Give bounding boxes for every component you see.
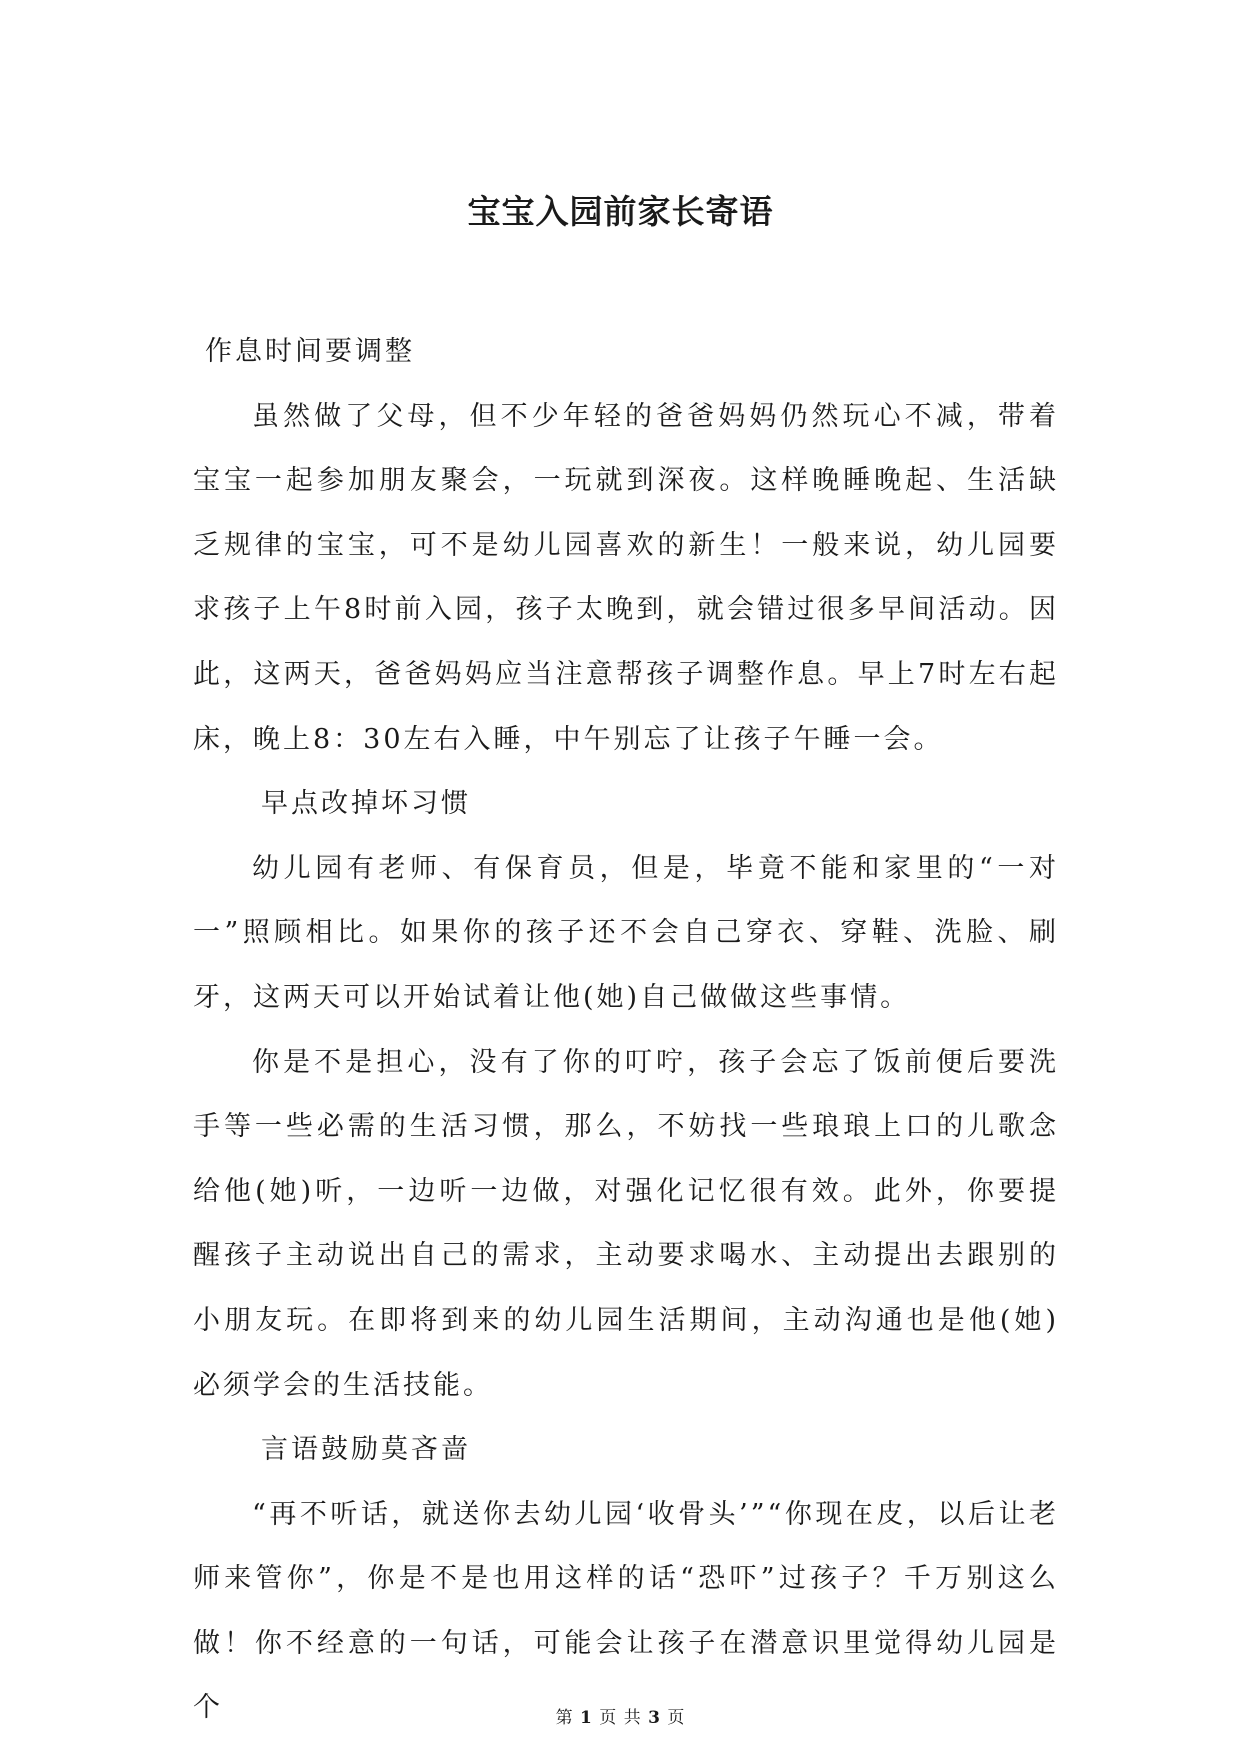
footer-total-pages: 3 bbox=[648, 1708, 661, 1728]
footer-middle: 页 共 bbox=[599, 1708, 642, 1728]
section-heading-schedule: 作息时间要调整 bbox=[205, 336, 415, 367]
paragraph-encouragement: “再不听话，就送你去幼儿园‘收骨头’”“你现在皮，以后让老师来管你”，你是不是也用这样的话“恐吓”过孩子？千万别这么做！你不经意的一句话，可能会让孩子在潜意识里觉得幼儿园是个 bbox=[193, 1498, 1059, 1724]
page-footer bbox=[0, 1706, 1241, 1730]
footer-prefix: 第 bbox=[555, 1708, 574, 1728]
footer-page-number: 1 bbox=[580, 1708, 593, 1728]
section-heading-encouragement: 言语鼓励莫吝啬 bbox=[261, 1434, 471, 1466]
document-body bbox=[193, 320, 1059, 1741]
page-title: 宝宝入园前家长寄语 bbox=[467, 192, 774, 231]
footer-suffix: 页 bbox=[667, 1708, 686, 1728]
section-heading-habits: 早点改掉坏习惯 bbox=[261, 788, 471, 820]
paragraph-self-care: 幼儿园有老师、有保育员，但是，毕竟不能和家里的“一对一”照顾相比。如果你的孩子还不会自己穿衣、穿鞋、洗脸、刷牙，这两天可以开始试着让他(她)自己做做这些事情。 bbox=[193, 852, 1059, 1013]
paragraph-habits: 你是不是担心，没有了你的叮咛，孩子会忘了饭前便后要洗手等一些必需的生活习惯，那么，不妨找一些琅琅上口的儿歌念给他(她)听，一边听一边做，对强化记忆很有效。此外，你要提醒孩子主动说出自己的需求，主动要求喝水、主动提出去跟别的小朋友玩。在即将到来的幼儿园生活期间，主动沟通也是他(她)必须学会的生活技能。 bbox=[193, 1046, 1059, 1401]
paragraph-schedule: 虽然做了父母，但不少年轻的爸爸妈妈仍然玩心不减，带着宝宝一起参加朋友聚会，一玩就到深夜。这样晚睡晚起、生活缺乏规律的宝宝，可不是幼儿园喜欢的新生！一般来说，幼儿园要求孩子上午8时前入园，孩子太晚到，就会错过很多早间活动。因此，这两天，爸爸妈妈应当注意帮孩子调整作息。早上7时左右起床，晚上8：30左右入睡，中午别忘了让孩子午睡一会。 bbox=[193, 400, 1059, 755]
